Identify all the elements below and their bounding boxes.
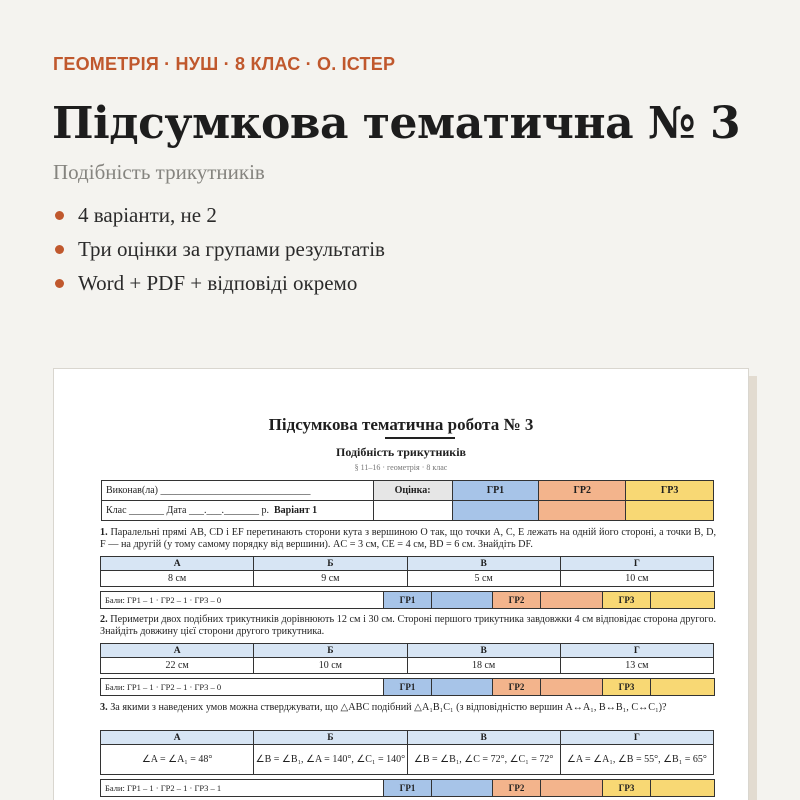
- bullet-dot-icon: [55, 279, 64, 288]
- class-date-field: Клас _______ Дата ___.___._______ р. Варіант 1: [102, 501, 374, 521]
- answer-header: В: [407, 644, 560, 658]
- feature-item: Word + PDF + відповіді окремо: [53, 271, 385, 305]
- answer-table: [100, 643, 714, 674]
- group3-header: ГР3: [626, 481, 714, 501]
- group1-score-cell: [432, 592, 493, 609]
- score-text: Бали: ГР1 – 1 · ГР2 – 1 · ГР3 – 0: [101, 679, 384, 696]
- document-meta: § 11–16 · геометрія · 8 клас: [354, 463, 448, 472]
- answer-table: [100, 556, 714, 587]
- group1-label: ГР1: [384, 592, 432, 609]
- group2-score-cell: [541, 592, 603, 609]
- group3-score-cell: [651, 780, 715, 797]
- answer-header: А: [101, 731, 254, 745]
- document-preview: [53, 368, 749, 800]
- answer-option: 10 см: [254, 658, 407, 674]
- score-row: [100, 678, 715, 696]
- group2-label: ГР2: [493, 679, 541, 696]
- group3-label: ГР3: [603, 679, 651, 696]
- student-info-table: [101, 480, 714, 521]
- group2-score-cell: [541, 780, 603, 797]
- document-subtitle: Подібність трикутників: [335, 445, 467, 459]
- answer-option: 5 см: [407, 571, 560, 587]
- answer-option: 9 см: [254, 571, 407, 587]
- answer-header: Г: [560, 644, 713, 658]
- feature-item: 4 варіанти, не 2: [53, 203, 385, 237]
- answer-option: 22 см: [101, 658, 254, 674]
- group1-score-cell: [432, 679, 493, 696]
- group2-label: ГР2: [493, 780, 541, 797]
- student-name-field: Виконав(ла) ______________________________: [102, 481, 374, 501]
- group1-header: ГР1: [452, 481, 539, 501]
- answer-option: 13 см: [560, 658, 713, 674]
- document-title: Підсумкова тематична робота № 3: [268, 415, 534, 434]
- group3-grade-cell: [626, 501, 714, 521]
- bullet-dot-icon: [55, 211, 64, 220]
- answer-header: Б: [254, 557, 407, 571]
- grade-label: Оцінка:: [373, 481, 452, 501]
- group3-score-cell: [651, 679, 715, 696]
- answer-header: В: [407, 731, 560, 745]
- group3-label: ГР3: [603, 592, 651, 609]
- course-kicker: ГЕОМЕТРІЯ · НУШ · 8 КЛАС · О. ІСТЕР: [53, 54, 396, 74]
- answer-option: ∠A = ∠A₁, ∠B = 55°, ∠B₁ = 65°: [560, 745, 713, 775]
- title-underline: [385, 437, 455, 439]
- answer-option: ∠B = ∠B₁, ∠A = 140°, ∠C₁ = 140°: [254, 745, 407, 775]
- feature-list: [53, 203, 385, 305]
- group1-score-cell: [432, 780, 493, 797]
- score-text: Бали: ГР1 – 1 · ГР2 – 1 · ГР3 – 0: [101, 592, 384, 609]
- answer-option: 8 см: [101, 571, 254, 587]
- group3-label: ГР3: [603, 780, 651, 797]
- answer-header: А: [101, 557, 254, 571]
- variant-label: Варіант 1: [273, 505, 318, 516]
- score-row: [100, 779, 715, 797]
- task-text: 3. За якими з наведених умов можна стверджувати, що △ABC подібний △A₁B₁C₁ (з відповідністю вершин A↔A₁, B↔B₁, C↔C₁)?: [100, 702, 667, 713]
- answer-option: ∠B = ∠B₁, ∠C = 72°, ∠C₁ = 72°: [407, 745, 560, 775]
- score-row: [100, 591, 715, 609]
- group2-score-cell: [541, 679, 603, 696]
- answer-option: ∠A = ∠A₁ = 48°: [101, 745, 254, 775]
- task-text: 1. Паралельні прямі AB, CD і EF перетинають сторони кута з вершиною O так, що точки A, C, E лежать на одній його стороні, а точки B, D, F — на другій (у тому самому порядку від вершини). AC = 3 см, CE = 4 см, BD = 6 см. Знайдіть DF.: [100, 527, 716, 550]
- group1-label: ГР1: [384, 780, 432, 797]
- group1-grade-cell: [452, 501, 539, 521]
- group1-label: ГР1: [384, 679, 432, 696]
- score-text: Бали: ГР1 – 1 · ГР2 – 1 · ГР3 – 1: [101, 780, 384, 797]
- page-title: Підсумкова тематична № 3: [52, 98, 741, 149]
- answer-option: 18 см: [407, 658, 560, 674]
- group3-score-cell: [651, 592, 715, 609]
- answer-header: Б: [254, 644, 407, 658]
- feature-item: Три оцінки за групами результатів: [53, 237, 385, 271]
- group2-grade-cell: [539, 501, 626, 521]
- answer-option: 10 см: [560, 571, 713, 587]
- answer-table: [100, 730, 714, 775]
- task-text: 2. Периметри двох подібних трикутників дорівнюють 12 см і 30 см. Стороні першого трикутника завдовжки 4 см відповідає сторона другого. Знайдіть довжину цієї сторони другого трикутника.: [100, 614, 716, 637]
- page-subtitle: Подібність трикутників: [53, 160, 265, 184]
- answer-header: Б: [254, 731, 407, 745]
- answer-header: Г: [560, 731, 713, 745]
- answer-header: В: [407, 557, 560, 571]
- group2-header: ГР2: [539, 481, 626, 501]
- answer-header: Г: [560, 557, 713, 571]
- grade-empty: [373, 501, 452, 521]
- answer-header: А: [101, 644, 254, 658]
- bullet-dot-icon: [55, 245, 64, 254]
- group2-label: ГР2: [493, 592, 541, 609]
